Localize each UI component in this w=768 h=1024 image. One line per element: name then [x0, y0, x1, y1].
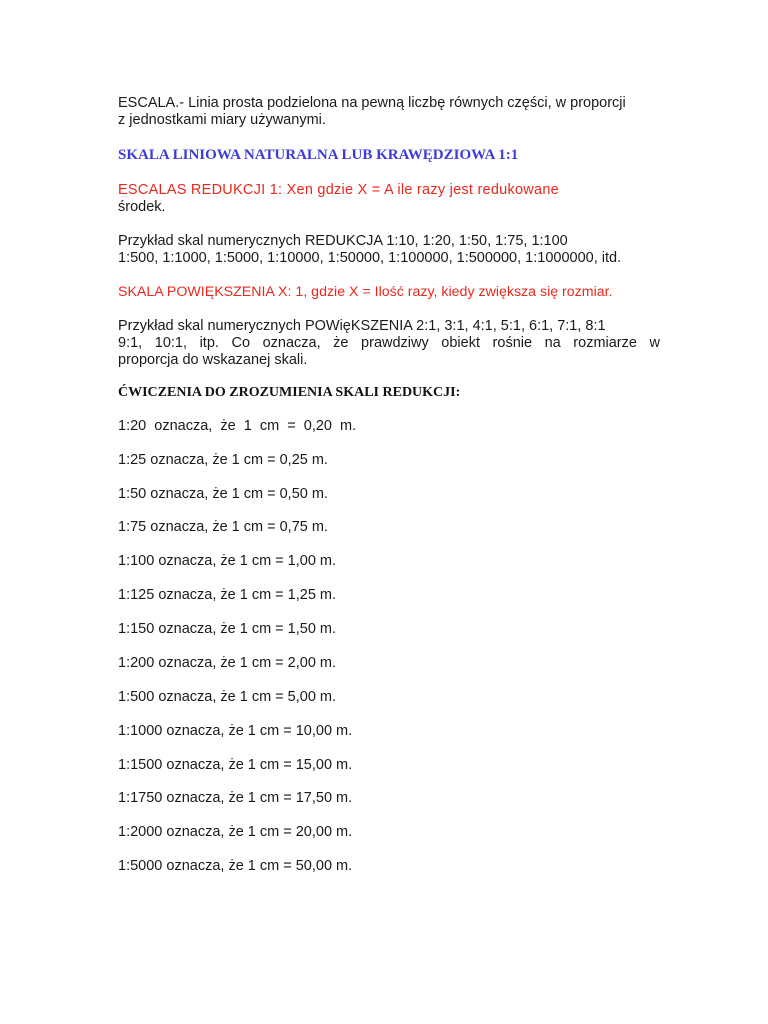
intro-paragraph — [118, 95, 660, 129]
reduction-examples-line-2: 1:500, 1:1000, 1:5000, 1:10000, 1:50000, 1:100000, 1:500000, 1:1000000, itd. — [118, 250, 622, 266]
exercises-heading: ĆWICZENIA DO ZROZUMIENIA SKALI REDUKCJI: — [118, 385, 461, 400]
reduction-definition-line-1: ESCALAS REDUKCJI 1: Xen gdzie X = A ile razy jest redukowane — [118, 182, 559, 198]
exercise-item: 1:50 oznacza, że 1 cm = 0,50 m. — [118, 486, 328, 502]
exercise-item: 1:1000 oznacza, że 1 cm = 10,00 m. — [118, 723, 353, 739]
exercise-item: 1:20 oznacza, że 1 cm = 0,20 m. — [118, 418, 357, 434]
exercise-item: 1:1750 oznacza, że 1 cm = 17,50 m. — [118, 790, 353, 806]
reduction-definition — [118, 182, 660, 216]
natural-scale-heading: SKALA LINIOWA NATURALNA LUB KRAWĘDZIOWA 1:1 — [118, 147, 519, 163]
exercise-item: 1:75 oznacza, że 1 cm = 0,75 m. — [118, 519, 328, 535]
exercise-item: 1:200 oznacza, że 1 cm = 2,00 m. — [118, 655, 337, 671]
reduction-examples-line-1: Przykład skal numerycznych REDUKCJA 1:10, 1:20, 1:50, 1:75, 1:100 — [118, 233, 568, 249]
exercise-item: 1:5000 oznacza, że 1 cm = 50,00 m. — [118, 858, 353, 874]
reduction-examples — [118, 233, 660, 267]
enlargement-examples-line-1: Przykład skal numerycznych POWięKSZENIA 2:1, 3:1, 4:1, 5:1, 6:1, 7:1, 8:1 — [118, 318, 606, 334]
intro-line-2: z jednostkami miary używanymi. — [118, 112, 326, 128]
exercise-item: 1:100 oznacza, że 1 cm = 1,00 m. — [118, 553, 337, 569]
exercise-item: 1:2000 oznacza, że 1 cm = 20,00 m. — [118, 824, 353, 840]
enlargement-definition: SKALA POWIĘKSZENIA X: 1, gdzie X = Ilość razy, kiedy zwiększa się rozmiar. — [118, 284, 613, 300]
enlargement-examples — [118, 318, 660, 369]
enlargement-examples-line-2: 9:1, 10:1, itp. Co oznacza, że prawdziwy obiekt rośnie na rozmiarze w — [118, 335, 660, 351]
exercise-item: 1:125 oznacza, że 1 cm = 1,25 m. — [118, 587, 337, 603]
exercise-item: 1:500 oznacza, że 1 cm = 5,00 m. — [118, 689, 337, 705]
exercise-item: 1:150 oznacza, że 1 cm = 1,50 m. — [118, 621, 337, 637]
enlargement-examples-line-3: proporcja do wskazanej skali. — [118, 352, 308, 368]
intro-line-1: ESCALA.- Linia prosta podzielona na pewną liczbę równych części, w proporcji — [118, 95, 626, 111]
exercise-item: 1:25 oznacza, że 1 cm = 0,25 m. — [118, 452, 328, 468]
reduction-definition-line-2: środek. — [118, 199, 166, 215]
exercise-item: 1:1500 oznacza, że 1 cm = 15,00 m. — [118, 757, 353, 773]
